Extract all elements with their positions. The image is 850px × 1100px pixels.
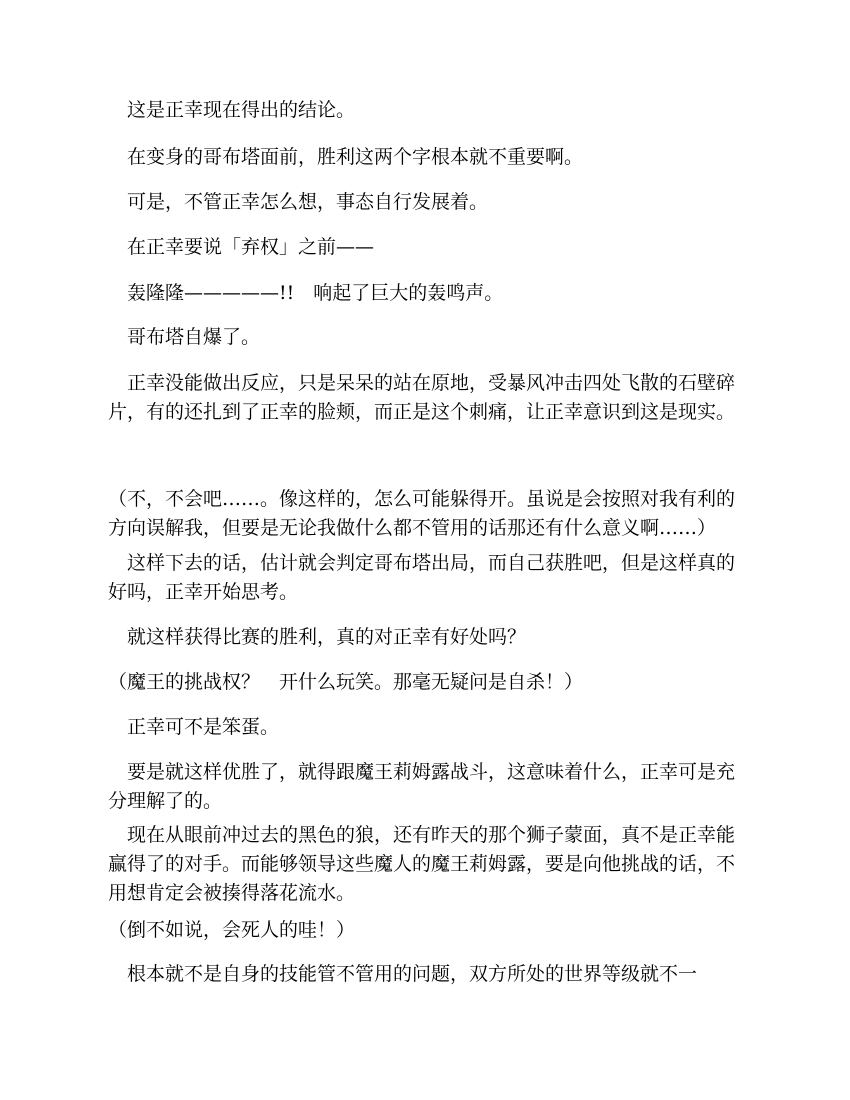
paragraph-8: （不，不会吧……。像这样的，怎么可能躲得开。虽说是会按照对我有利的方向误解我，但要是无论我做什么都不管用的话那还有什么意义啊……） bbox=[108, 488, 736, 539]
paragraph-1: 这是正幸现在得出的结论。 bbox=[127, 99, 356, 121]
paragraph-10: 就这样获得比赛的胜利，真的对正幸有好处吗？ bbox=[127, 626, 527, 648]
paragraph-5: 轰隆隆—————!! 响起了巨大的轰鸣声。 bbox=[127, 282, 504, 304]
paragraph-12: 正幸可不是笨蛋。 bbox=[127, 716, 280, 738]
paragraph-11: （魔王的挑战权？ 开什么玩笑。那毫无疑问是自杀！） bbox=[108, 671, 584, 693]
paragraph-7: 正幸没能做出反应，只是呆呆的站在原地，受暴风冲击四处飞散的石壁碎片，有的还扎到了正幸的脸颊，而正是这个刺痛，让正幸意识到这是现实。 bbox=[108, 372, 736, 423]
paragraph-14: 现在从眼前冲过去的黑色的狼，还有昨天的那个狮子蒙面，真不是正幸能赢得了的对手。而能够领导这些魔人的魔王莉姆露，要是向他挑战的话，不用想肯定会被揍得落花流水。 bbox=[108, 824, 736, 904]
paragraph-16: 根本就不是自身的技能管不管用的问题，双方所处的世界等级就不一 bbox=[127, 963, 698, 985]
paragraph-9: 这样下去的话，估计就会判定哥布塔出局，而自己获胜吧，但是这样真的好吗，正幸开始思考。 bbox=[108, 552, 736, 603]
paragraph-6: 哥布塔自爆了。 bbox=[127, 326, 261, 348]
paragraph-3: 可是，不管正幸怎么想，事态自行发展着。 bbox=[127, 191, 489, 213]
paragraph-15: （倒不如说，会死人的哇！） bbox=[108, 919, 356, 941]
paragraph-13: 要是就这样优胜了，就得跟魔王莉姆露战斗，这意味着什么，正幸可是充分理解了的。 bbox=[108, 761, 736, 812]
paragraph-2: 在变身的哥布塔面前，胜利这两个字根本就不重要啊。 bbox=[127, 146, 584, 168]
paragraph-4: 在正幸要说「弃权」之前—— bbox=[127, 236, 375, 258]
